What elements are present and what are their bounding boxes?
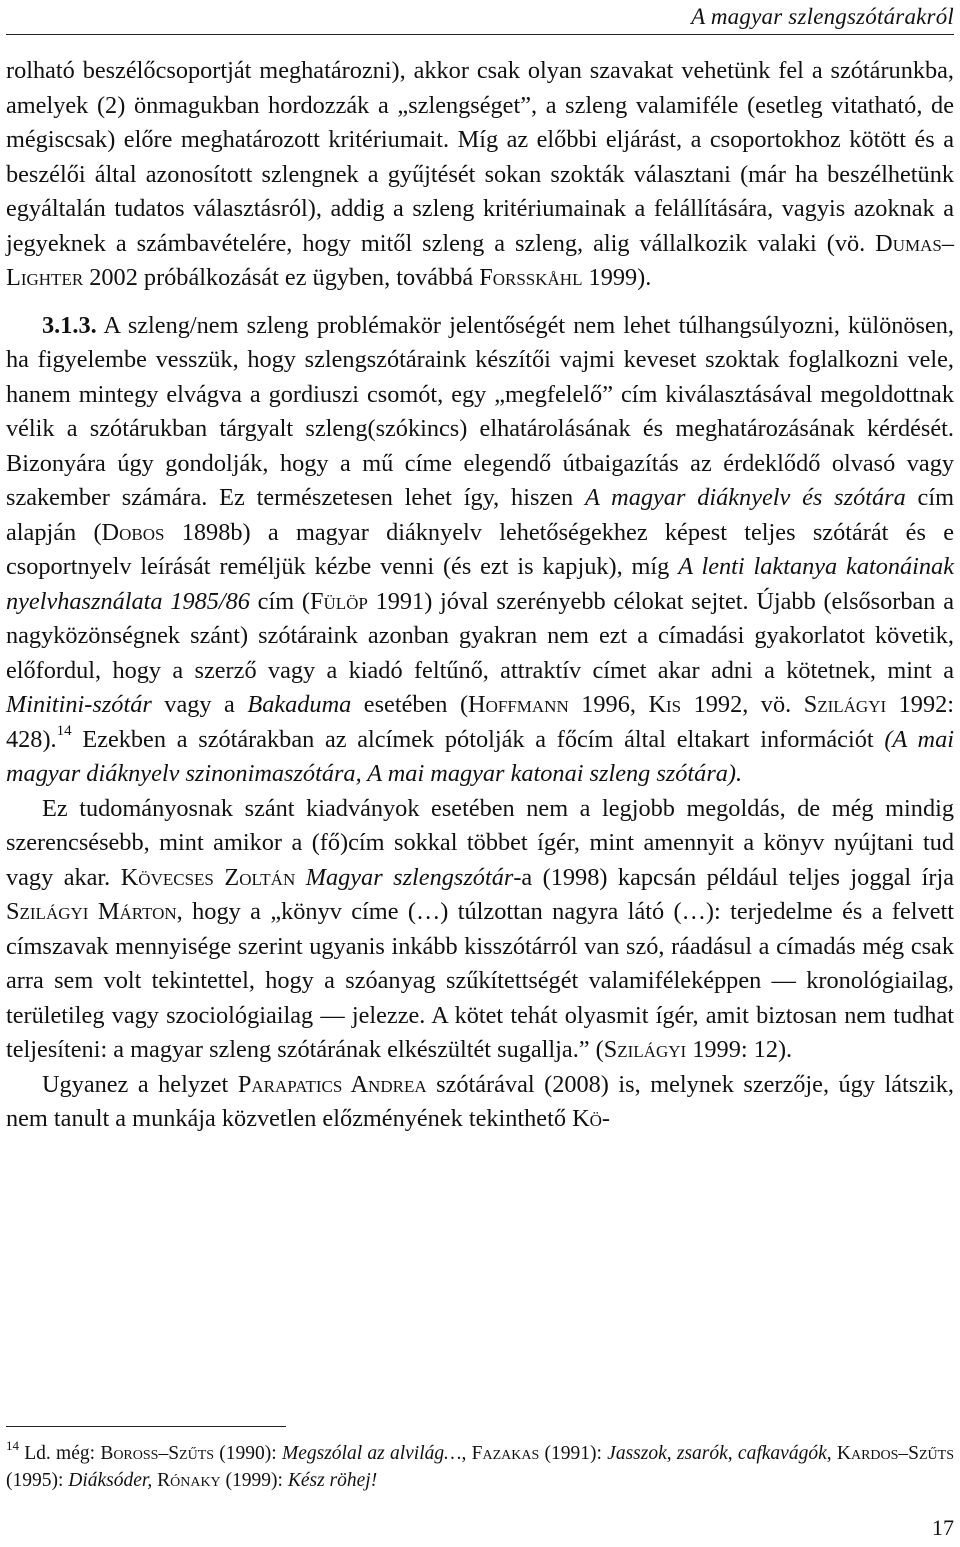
book-title: Minitini-szótár — [6, 691, 152, 718]
author-name: Szilágyi Márton — [6, 898, 177, 925]
book-title: Diáksóder, — [68, 1470, 153, 1491]
text-run: 1999: 12). — [686, 1036, 793, 1063]
running-title: A magyar szlengszótárakról — [691, 4, 954, 29]
book-title: Kész röhej! — [287, 1470, 378, 1491]
text-run: esetében ( — [351, 691, 469, 718]
footnote-divider — [6, 1426, 286, 1427]
book-title: A lenti laktanya katonáinak nyelvhasználata 1985/86 — [6, 553, 954, 615]
author-name: Dobos — [101, 518, 165, 546]
author-name: Fülöp — [309, 587, 368, 615]
author-name: Boross–Szűts — [100, 1443, 215, 1464]
text-run: 1898b) a magyar diáknyelv lehetőségekhez képest teljes szótárát és e csoportnyelv leírását reméljük kézbe venni (és ezt is kapjuk), míg — [6, 518, 954, 580]
text-run: vagy a — [151, 691, 248, 718]
author-name: Hoffmann — [468, 691, 569, 718]
book-title: Megszólal az alvilág… — [281, 1443, 462, 1464]
text-run: A szleng/nem szleng problémakör jelentőségét nem lehet túlhangsúlyozni, különösen, ha figyelembe vesszük, hogy szlengszótáraink készítői vajmi keveset szoktak foglalkozni vele, hanem mintegy elvágva a gordiuszi csomót, egy „megfelelő” cím kiválasztásával megoldottnak vélik a szótárukban tárgyalt szleng(szókincs) elhatárolásának és meghatározásának kérdését. Bizonyára úgy gondolják, hogy a mű címe elegendő útbaigazítás az érdeklődő olvasó vagy szakember számára. Ez természetesen lehet így, hiszen — [6, 311, 954, 511]
paragraph-4 — [6, 1068, 954, 1137]
book-title: (A mai magyar diáknyelv szinonimaszótára, A mai magyar katonai szleng szótára). — [6, 725, 955, 787]
text-run: rolható beszélőcsoportját meghatározni), akkor csak olyan szavakat vehetünk fel a szótárunkba, amelyek (2) önmagukban hordozzák a „szlengséget”, a szleng valamiféle (esetleg vitatható, de mégiscsak) előre meghatározott kritériumait. Míg az előbbi eljárást, a csoportokhoz kötött és a beszélői által azonosított szlengnek a gyűjtését sokan szokták választani (már ha beszélhetünk egyáltalán tudatos választásról), addig a szleng kritériumainak a felállítására, vagyis azoknak a jegyeknek a számbavételére, hogy mitől szleng a szleng, alig vállalkozik valaki (vö. — [6, 57, 954, 257]
author-name: Rónaky — [157, 1470, 221, 1491]
author-name: Forsskåhl — [479, 264, 583, 291]
footnote-reference[interactable]: 14 — [56, 723, 72, 740]
book-title: Jasszok, zsarók, cafkavágók — [607, 1443, 827, 1464]
text-run: szótárával (2008) is, melynek szerzője, úgy látszik, nem tanult a munkája közvetlen előzményének tekinthető — [6, 1070, 954, 1132]
text-run: 1999). — [582, 264, 652, 291]
author-name: Dumas–Lighter — [6, 229, 954, 291]
text-run: cím ( — [249, 587, 310, 615]
text-run: 1992: 428). — [6, 691, 954, 753]
text-run: (1995): — [6, 1470, 69, 1491]
author-name: Kardos–Szűts — [836, 1443, 955, 1464]
author-name: Kö- — [572, 1105, 610, 1132]
text-run: Ld. még: — [19, 1443, 101, 1464]
text-run: (1991): — [539, 1443, 608, 1464]
text-run: Ugyanez a helyzet — [42, 1070, 238, 1098]
book-title: A magyar diáknyelv és szótára — [584, 484, 906, 511]
page-header — [6, 0, 954, 35]
page-number: 17 — [932, 1515, 954, 1540]
text-run: 1996, — [568, 691, 649, 718]
author-name: Kövecses Zoltán — [120, 863, 296, 891]
footnote-number: 14 — [6, 1437, 19, 1453]
text-run: 1991) jóval szerényebb célokat sejtet. Újabb (elsősorban a nagyközönségnek szánt) szótáraink azonban gyakran nem ezt a címadási gyakorlatot követik, előfordul, hogy a szerző vagy a kiadó feltűnő, attraktív címet akar adni a kötetnek, mint a — [6, 587, 954, 684]
book-title: Bakaduma — [247, 691, 352, 718]
paragraph-3 — [6, 792, 954, 1068]
text-run: cím alapján ( — [6, 484, 954, 546]
text-run: 2002 próbálkozását ez ügyben, továbbá — [83, 264, 480, 291]
text-run: Ez tudományosnak szánt kiadványok esetében nem a legjobb megoldás, de még mindig szerencsésebb, mint amikor a (fő)cím sokkal többet ígér, mint amennyit a könyv nyújtani tud vagy akar. — [6, 794, 954, 891]
paragraph-1 — [6, 54, 954, 296]
text-run: (1999): — [220, 1470, 288, 1491]
author-name: Parapatics Andrea — [237, 1070, 427, 1098]
author-name: Kis — [648, 691, 682, 718]
text-run: , — [461, 1443, 472, 1464]
author-name: Szilágyi — [603, 1036, 687, 1063]
author-name: Fazakas — [471, 1443, 540, 1464]
text-run: -a (1998) kapcsán például teljes joggal írja — [513, 863, 955, 891]
text-run: Ezekben a szótárakban az alcímek pótolják a főcím által eltakart információt — [71, 725, 885, 753]
paragraph-2 — [6, 309, 954, 792]
text-run: 1992, vö. — [681, 691, 804, 718]
section-number: 3.1.3. — [42, 311, 97, 339]
book-title: Magyar szlengszótár — [305, 863, 514, 891]
author-name: Szilágyi — [803, 691, 887, 718]
body-text — [6, 54, 954, 1137]
text-run: (1990): — [214, 1443, 282, 1464]
text-run: , hogy a „könyv címe (…) túlzottan nagyra látó (…): terjedelme és a felvett címszavak mennyisége szerint ugyanis inkább kisszótárról van szó, ráadásul a címadás még csak arra sem volt tekintettel, hogy a szóanyag szűkítettségét valamiféleképpen — kronológiailag, területileg vagy szociológiailag — jelezze. A kötet tehát olyasmit ígér, amit biztosan nem tudhat teljesíteni: a magyar szleng szótárának elkészültét sugallja.” ( — [6, 898, 954, 1063]
text-run — [295, 864, 306, 891]
footnote — [6, 1437, 955, 1494]
text-run: , — [826, 1443, 837, 1464]
